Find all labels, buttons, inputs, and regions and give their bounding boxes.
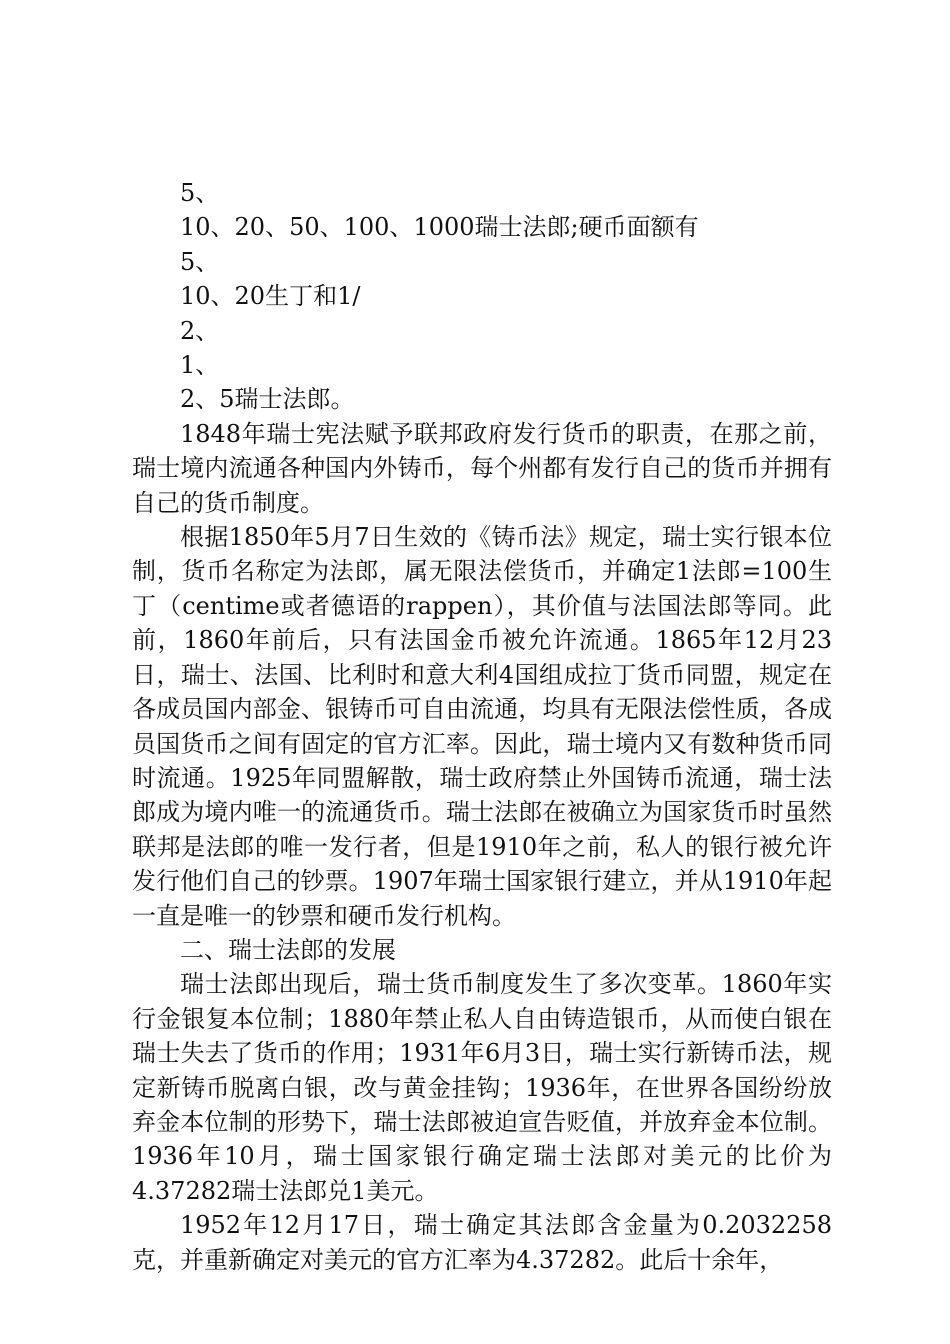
denomination-line-2: 10、20、50、100、1000瑞士法郎;硬币面额有 [180, 213, 699, 242]
paragraph-constitution-1848: 1848年瑞士宪法赋予联邦政府发行货币的职责，在那之前，瑞士境内流通各种国内外铸币，每个州都有发行自己的货币并拥有自己的货币制度。 [132, 419, 832, 517]
denomination-line-6: 1、 [180, 351, 220, 380]
denomination-line-3: 5、 [180, 247, 220, 276]
denomination-line-4: 10、20生丁和1/ [180, 282, 361, 311]
denomination-line-7: 2、5瑞士法郎。 [180, 385, 355, 414]
denomination-line-5: 2、 [180, 316, 220, 345]
paragraph-gold-content-1952: 1952年12月17日，瑞士确定其法郎含金量为0.2032258克，并重新确定对美元的官方汇率为4.37282。此后十余年， [132, 1211, 832, 1274]
document-body [132, 176, 832, 1277]
paragraph-coinage-law-1850: 根据1850年5月7日生效的《铸币法》规定，瑞士实行银本位制，货币名称定为法郎，属无限法偿货币，并确定1法郎=100生丁（centime或者德语的rappen），其价值与法国法郎等同。此前，1860年前后，只有法国金币被允许流通。1865年12月23日，瑞士、法国、比利时和意大利4国组成拉丁货币同盟，规定在各成员国内部金、银铸币可自由流通，均具有无限法偿性质，各成员国货币之间有固定的官方汇率。因此，瑞士境内又有数种货币同时流通。1925年同盟解散，瑞士政府禁止外国铸币流通，瑞士法郎成为境内唯一的流通货币。瑞士法郎在被确立为国家货币时虽然联邦是法郎的唯一发行者，但是1910年之前，私人的银行被允许发行他们自己的钞票。1907年瑞士国家银行建立，并从1910年起一直是唯一的钞票和硬币发行机构。 [132, 523, 832, 930]
denomination-line-1: 5、 [180, 179, 220, 207]
paragraph-monetary-reforms: 瑞士法郎出现后，瑞士货币制度发生了多次变革。1860年实行金银复本位制；1880年禁止私人自由铸造银币，从而使白银在瑞士失去了货币的作用；1931年6月3日，瑞士实行新铸币法，规定新铸币脱离白银，改与黄金挂钩；1936年，在世界各国纷纷放弃金本位制的形势下，瑞士法郎被迫宣告贬值，并放弃金本位制。1936年10月，瑞士国家银行确定瑞士法郎对美元的比价为4.37282瑞士法郎兑1美元。 [132, 970, 832, 1205]
section-heading-development: 二、瑞士法郎的发展 [180, 935, 396, 964]
